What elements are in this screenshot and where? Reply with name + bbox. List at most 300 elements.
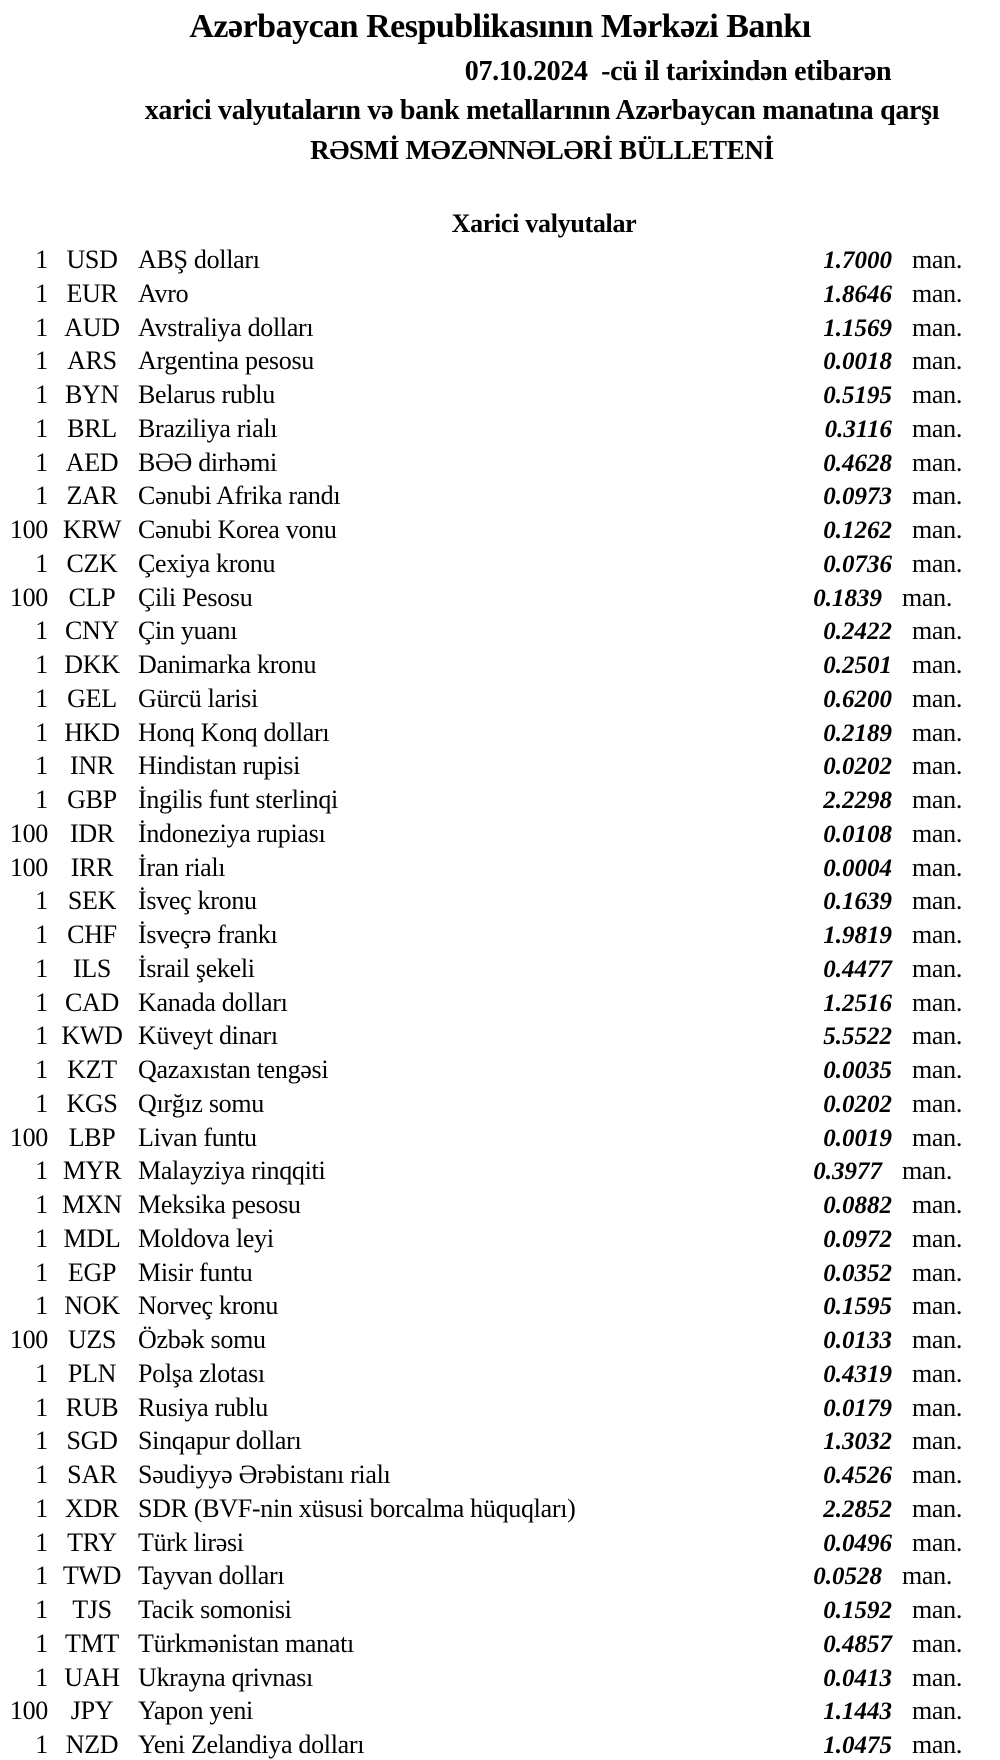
row-rate-value: 1.8646 xyxy=(823,280,892,308)
row-quantity: 1 xyxy=(35,616,48,646)
row-unit-label: man. xyxy=(912,751,963,781)
row-currency-name: Avro xyxy=(138,278,189,308)
row-currency-name: Moldova leyi xyxy=(138,1223,274,1253)
row-rate-value: 0.2501 xyxy=(823,652,892,679)
row-rate-group xyxy=(0,479,892,514)
row-unit-label: man. xyxy=(912,1730,963,1759)
row-rate-group xyxy=(0,547,892,582)
row-currency-code: CHF xyxy=(67,920,117,949)
row-currency-name: Kanada dolları xyxy=(138,987,288,1017)
row-rate-value: 1.0475 xyxy=(823,1732,892,1759)
row-currency-name: Rusiya rublu xyxy=(138,1392,269,1422)
row-rate-value: 0.3977 xyxy=(813,1158,882,1186)
row-currency-code: HKD xyxy=(64,717,120,747)
rate-row xyxy=(0,716,1000,750)
rate-row xyxy=(0,1357,1000,1391)
row-quantity: 1 xyxy=(35,447,48,477)
rate-row xyxy=(0,1661,1000,1695)
row-currency-name: BƏƏ dirhəmi xyxy=(138,447,277,477)
row-currency-name: İngilis funt sterlinqi xyxy=(138,785,338,814)
row-quantity: 100 xyxy=(9,818,48,848)
row-currency-code: SAR xyxy=(67,1460,117,1489)
row-currency-name: Belarus rublu xyxy=(138,380,275,409)
row-unit-label: man. xyxy=(902,1561,953,1591)
row-rate-group xyxy=(0,412,892,447)
row-currency-name: Yapon yeni xyxy=(138,1696,253,1726)
rate-row xyxy=(0,1458,1000,1492)
row-rate-group xyxy=(0,1492,892,1527)
row-rate-value: 0.5195 xyxy=(823,382,892,409)
rate-row xyxy=(0,1391,1000,1425)
row-rate-value: 0.4628 xyxy=(823,449,892,477)
row-currency-name: Braziliya rialı xyxy=(138,413,278,443)
row-unit-label: man. xyxy=(912,987,963,1017)
row-currency-name: Türk lirəsi xyxy=(138,1527,244,1557)
rate-row xyxy=(0,412,1000,446)
exchange-rates-table xyxy=(0,243,1000,1760)
row-rate-value: 0.0202 xyxy=(823,1090,892,1118)
row-rate-value: 0.2189 xyxy=(823,719,892,747)
row-rate-value: 0.0035 xyxy=(823,1057,892,1084)
row-currency-code: RUB xyxy=(65,1392,119,1422)
rate-row xyxy=(0,986,1000,1020)
rate-row xyxy=(0,1694,1000,1728)
row-unit-label: man. xyxy=(912,1426,963,1456)
row-quantity: 1 xyxy=(35,953,48,983)
row-rate-group xyxy=(0,918,892,953)
rate-row xyxy=(0,311,1000,345)
row-unit-label: man. xyxy=(912,886,963,916)
row-currency-name: Hindistan rupisi xyxy=(138,751,301,781)
row-currency-name: İsveç kronu xyxy=(138,886,257,916)
row-currency-code: GEL xyxy=(67,683,117,713)
row-rate-value: 0.1592 xyxy=(823,1597,892,1624)
row-unit-label: man. xyxy=(912,1088,963,1118)
row-currency-code: CLP xyxy=(68,582,116,612)
row-currency-name: Avstraliya dolları xyxy=(138,312,314,342)
row-currency-name: Meksika pesosu xyxy=(138,1190,301,1219)
row-rate-group xyxy=(0,378,892,413)
row-quantity: 1 xyxy=(35,1561,48,1591)
row-currency-code: LBP xyxy=(68,1122,116,1152)
rate-row xyxy=(0,243,1000,277)
row-unit-label: man. xyxy=(912,852,963,882)
row-currency-name: ABŞ dolları xyxy=(138,245,260,274)
row-currency-name: Özbək somu xyxy=(138,1325,266,1354)
row-rate-group xyxy=(0,243,892,278)
row-currency-name: Səudiyyə Ərəbistanı rialı xyxy=(138,1460,391,1489)
row-quantity: 1 xyxy=(35,1055,48,1084)
row-currency-code: ZAR xyxy=(66,481,118,511)
row-quantity: 1 xyxy=(35,380,48,409)
row-currency-code: SGD xyxy=(66,1426,118,1456)
rate-row xyxy=(0,851,1000,885)
row-rate-group xyxy=(0,1289,892,1324)
row-currency-code: UZS xyxy=(67,1325,117,1354)
row-currency-name: Türkmənistan manatı xyxy=(138,1628,354,1658)
row-unit-label: man. xyxy=(912,515,963,544)
row-rate-group xyxy=(0,716,892,751)
rate-row xyxy=(0,1559,1000,1593)
row-unit-label: man. xyxy=(912,413,963,443)
row-currency-code: MXN xyxy=(62,1190,122,1219)
row-rate-group xyxy=(0,581,882,616)
row-quantity: 1 xyxy=(35,1223,48,1253)
row-currency-name: Malayziya rinqqiti xyxy=(138,1156,326,1186)
row-currency-name: Çin yuanı xyxy=(138,616,238,646)
row-rate-group xyxy=(0,1087,892,1122)
row-unit-label: man. xyxy=(912,1595,963,1624)
row-rate-group xyxy=(0,1121,892,1156)
row-rate-value: 0.0108 xyxy=(823,820,892,848)
row-quantity: 1 xyxy=(35,920,48,949)
row-currency-name: Tayvan dolları xyxy=(138,1561,285,1591)
row-quantity: 1 xyxy=(35,1291,48,1321)
row-currency-code: NZD xyxy=(65,1730,119,1759)
row-unit-label: man. xyxy=(912,1055,963,1084)
row-currency-name: Qazaxıstan tengəsi xyxy=(138,1055,329,1084)
row-quantity: 1 xyxy=(35,1358,48,1388)
row-unit-label: man. xyxy=(912,1662,963,1692)
row-unit-label: man. xyxy=(912,1021,963,1051)
row-currency-name: Qırğız somu xyxy=(138,1088,264,1118)
row-currency-name: Tacik somonisi xyxy=(138,1595,292,1624)
row-rate-group xyxy=(0,344,892,379)
row-quantity: 1 xyxy=(35,1730,48,1759)
row-rate-group xyxy=(0,648,892,683)
row-quantity: 1 xyxy=(35,886,48,916)
row-rate-value: 0.0972 xyxy=(823,1225,892,1253)
row-quantity: 1 xyxy=(35,650,48,679)
rate-row xyxy=(0,513,1000,547)
row-unit-label: man. xyxy=(912,683,963,713)
row-currency-name: Çili Pesosu xyxy=(138,582,253,612)
rate-row xyxy=(0,1019,1000,1053)
row-currency-name: Ukrayna qrivnası xyxy=(138,1662,313,1692)
row-rate-value: 0.1839 xyxy=(813,584,882,612)
row-rate-group xyxy=(0,1593,892,1628)
row-rate-group xyxy=(0,749,892,784)
row-unit-label: man. xyxy=(912,818,963,848)
row-currency-name: Yeni Zelandiya dolları xyxy=(138,1730,365,1759)
row-rate-group xyxy=(0,1053,892,1088)
row-currency-name: Argentina pesosu xyxy=(138,346,314,376)
row-quantity: 1 xyxy=(35,278,48,308)
row-quantity: 1 xyxy=(35,1460,48,1489)
row-rate-group xyxy=(0,1559,882,1594)
row-rate-group xyxy=(0,1458,892,1493)
row-currency-name: Cənubi Korea vonu xyxy=(138,515,337,544)
row-rate-group xyxy=(0,1256,892,1291)
row-quantity: 1 xyxy=(35,785,48,814)
row-quantity: 1 xyxy=(35,245,48,274)
row-rate-group xyxy=(0,817,892,852)
row-unit-label: man. xyxy=(912,953,963,983)
row-unit-label: man. xyxy=(912,447,963,477)
row-quantity: 100 xyxy=(9,515,48,544)
row-unit-label: man. xyxy=(912,312,963,342)
rate-row xyxy=(0,277,1000,311)
row-currency-name: İsrail şekeli xyxy=(138,953,255,983)
row-currency-name: Polşa zlotası xyxy=(138,1358,265,1388)
row-unit-label: man. xyxy=(912,1358,963,1388)
row-rate-value: 0.0413 xyxy=(823,1664,892,1692)
row-currency-name: Misir funtu xyxy=(138,1257,253,1287)
row-quantity: 1 xyxy=(35,717,48,747)
rate-row xyxy=(0,1222,1000,1256)
row-rate-value: 2.2852 xyxy=(823,1495,892,1523)
row-quantity: 1 xyxy=(35,987,48,1017)
row-rate-value: 0.3116 xyxy=(824,415,892,443)
row-rate-value: 1.1569 xyxy=(823,314,892,342)
row-unit-label: man. xyxy=(912,1122,963,1152)
row-currency-name: Gürcü larisi xyxy=(138,683,258,713)
rate-row xyxy=(0,1087,1000,1121)
row-unit-label: man. xyxy=(912,1392,963,1422)
row-rate-value: 0.0004 xyxy=(823,854,892,882)
row-rate-value: 0.0973 xyxy=(823,483,892,511)
rate-row xyxy=(0,884,1000,918)
row-rate-group xyxy=(0,986,892,1021)
row-quantity: 1 xyxy=(35,1426,48,1456)
row-rate-value: 5.5522 xyxy=(823,1023,892,1051)
row-rate-value: 1.3032 xyxy=(823,1428,892,1456)
rate-row xyxy=(0,918,1000,952)
row-currency-code: NOK xyxy=(64,1291,120,1321)
row-rate-group xyxy=(0,446,892,481)
row-currency-name: Honq Konq dolları xyxy=(138,717,330,747)
row-unit-label: man. xyxy=(902,582,953,612)
row-rate-value: 1.1443 xyxy=(823,1698,892,1726)
rate-row xyxy=(0,682,1000,716)
row-rate-value: 0.1262 xyxy=(823,517,892,544)
row-currency-code: AED xyxy=(65,447,119,477)
row-rate-group xyxy=(0,1627,892,1662)
rate-row xyxy=(0,1256,1000,1290)
row-rate-value: 0.0179 xyxy=(823,1394,892,1422)
row-currency-code: KWD xyxy=(61,1021,123,1051)
bank-title: Azərbaycan Respublikasının Mərkəzi Bankı xyxy=(189,8,811,45)
row-currency-code: AUD xyxy=(64,312,120,342)
section-title-foreign-currencies: Xarici valyutalar xyxy=(451,209,637,238)
row-currency-code: PLN xyxy=(67,1358,117,1388)
row-rate-group xyxy=(0,952,892,987)
rate-row xyxy=(0,1728,1000,1760)
rate-row xyxy=(0,1424,1000,1458)
row-currency-code: BYN xyxy=(65,380,119,409)
row-currency-code: USD xyxy=(66,245,118,274)
row-quantity: 1 xyxy=(35,1628,48,1658)
row-quantity: 1 xyxy=(35,413,48,443)
row-unit-label: man. xyxy=(912,1190,963,1219)
row-currency-code: DKK xyxy=(64,650,120,679)
row-currency-code: ARS xyxy=(67,346,117,376)
rate-row xyxy=(0,1593,1000,1627)
row-rate-value: 1.7000 xyxy=(823,247,892,274)
row-quantity: 1 xyxy=(35,548,48,578)
row-currency-code: TWD xyxy=(62,1561,122,1591)
row-rate-group xyxy=(0,1728,892,1760)
rate-row xyxy=(0,783,1000,817)
row-rate-group xyxy=(0,682,892,717)
rate-row xyxy=(0,547,1000,581)
row-currency-code: IDR xyxy=(70,818,114,848)
row-rate-value: 0.0133 xyxy=(823,1327,892,1354)
row-unit-label: man. xyxy=(912,346,963,376)
row-currency-code: TJS xyxy=(72,1595,112,1624)
row-rate-value: 0.0882 xyxy=(823,1192,892,1219)
row-currency-code: UAH xyxy=(64,1662,120,1692)
row-rate-group xyxy=(0,884,892,919)
rate-row xyxy=(0,1526,1000,1560)
row-unit-label: man. xyxy=(912,616,963,646)
rate-row xyxy=(0,344,1000,378)
row-unit-label: man. xyxy=(912,278,963,308)
row-currency-code: CZK xyxy=(66,548,118,578)
rate-row xyxy=(0,614,1000,648)
row-rate-value: 0.0018 xyxy=(823,348,892,376)
row-unit-label: man. xyxy=(912,481,963,511)
rate-row xyxy=(0,952,1000,986)
row-rate-value: 0.0202 xyxy=(823,753,892,781)
row-unit-label: man. xyxy=(912,717,963,747)
row-currency-name: Danimarka kronu xyxy=(138,650,317,679)
row-currency-name: Çexiya kronu xyxy=(138,548,276,578)
rate-row xyxy=(0,378,1000,412)
row-currency-code: MYR xyxy=(62,1156,122,1186)
row-currency-code: KZT xyxy=(67,1055,117,1084)
row-rate-group xyxy=(0,513,892,548)
row-quantity: 100 xyxy=(9,1696,48,1726)
row-rate-value: 0.0352 xyxy=(823,1259,892,1287)
row-currency-code: XDR xyxy=(65,1493,119,1523)
row-unit-label: man. xyxy=(912,920,963,949)
row-currency-code: CAD xyxy=(65,987,119,1017)
rate-row xyxy=(0,1053,1000,1087)
row-unit-label: man. xyxy=(912,1291,963,1321)
row-quantity: 1 xyxy=(35,1493,48,1523)
row-currency-code: EUR xyxy=(66,278,118,308)
row-rate-group xyxy=(0,1019,892,1054)
row-currency-code: EGP xyxy=(67,1257,117,1287)
row-currency-name: Livan funtu xyxy=(138,1122,257,1152)
row-rate-group xyxy=(0,1188,892,1223)
row-quantity: 1 xyxy=(35,1662,48,1692)
row-quantity: 1 xyxy=(35,1088,48,1118)
bulletin-title: RƏSMİ MƏZƏNNƏLƏRİ BÜLLETENİ xyxy=(310,135,774,165)
row-rate-value: 2.2298 xyxy=(823,787,892,814)
row-currency-code: SEK xyxy=(67,886,117,916)
rate-row xyxy=(0,817,1000,851)
row-unit-label: man. xyxy=(902,1156,953,1186)
row-rate-group xyxy=(0,311,892,346)
row-currency-code: BRL xyxy=(67,413,117,443)
row-rate-group xyxy=(0,783,892,818)
rate-row xyxy=(0,1492,1000,1526)
row-quantity: 1 xyxy=(35,346,48,376)
row-rate-group xyxy=(0,1391,892,1426)
effective-date-line: 07.10.2024 -cü il tarixindən etibarən xyxy=(464,56,892,87)
row-currency-name: Küveyt dinarı xyxy=(138,1021,278,1051)
row-unit-label: man. xyxy=(912,650,963,679)
row-currency-name: İndoneziya rupiası xyxy=(138,818,326,848)
row-rate-value: 0.4477 xyxy=(823,955,892,983)
row-rate-value: 0.0019 xyxy=(823,1124,892,1152)
row-unit-label: man. xyxy=(912,1628,963,1658)
row-rate-group xyxy=(0,614,892,649)
row-rate-value: 0.1595 xyxy=(823,1293,892,1321)
row-currency-code: GBP xyxy=(67,785,117,814)
row-rate-group xyxy=(0,1323,892,1358)
row-quantity: 1 xyxy=(35,1156,48,1186)
rate-row xyxy=(0,1154,1000,1188)
rate-row xyxy=(0,1188,1000,1222)
row-quantity: 1 xyxy=(35,1392,48,1422)
row-unit-label: man. xyxy=(912,1493,963,1523)
row-rate-value: 1.2516 xyxy=(823,989,892,1017)
row-quantity: 1 xyxy=(35,312,48,342)
row-quantity: 100 xyxy=(9,852,48,882)
row-currency-code: ILS xyxy=(72,953,112,983)
row-rate-value: 0.6200 xyxy=(823,685,892,713)
row-quantity: 1 xyxy=(35,683,48,713)
row-unit-label: man. xyxy=(912,785,963,814)
row-quantity: 100 xyxy=(9,582,48,612)
rate-row xyxy=(0,1289,1000,1323)
row-rate-group xyxy=(0,1694,892,1729)
row-rate-value: 1.9819 xyxy=(823,922,892,949)
rate-row xyxy=(0,1323,1000,1357)
row-rate-value: 0.4526 xyxy=(823,1462,892,1489)
row-currency-name: Cənubi Afrika randı xyxy=(138,481,341,511)
row-rate-group xyxy=(0,1526,892,1561)
row-unit-label: man. xyxy=(912,548,963,578)
row-currency-code: MDL xyxy=(63,1223,121,1253)
row-rate-group xyxy=(0,1222,892,1257)
row-currency-code: INR xyxy=(70,751,114,781)
row-currency-code: IRR xyxy=(70,852,114,882)
row-currency-name: İsveçrə frankı xyxy=(138,920,278,949)
row-rate-group xyxy=(0,1154,882,1189)
row-currency-code: TMT xyxy=(65,1628,119,1658)
row-rate-group xyxy=(0,1424,892,1459)
row-unit-label: man. xyxy=(912,1223,963,1253)
row-unit-label: man. xyxy=(912,1460,963,1489)
row-quantity: 1 xyxy=(35,1021,48,1051)
rate-row xyxy=(0,1121,1000,1155)
row-currency-name: SDR (BVF-nin xüsusi borcalma hüquqları) xyxy=(138,1493,576,1523)
row-currency-name: Norveç kronu xyxy=(138,1291,279,1321)
rate-row xyxy=(0,446,1000,480)
row-rate-group xyxy=(0,277,892,312)
row-rate-value: 0.0528 xyxy=(813,1563,882,1591)
row-rate-value: 0.2422 xyxy=(823,618,892,646)
row-quantity: 100 xyxy=(9,1122,48,1152)
row-quantity: 100 xyxy=(9,1325,48,1354)
row-unit-label: man. xyxy=(912,1527,963,1557)
row-quantity: 1 xyxy=(35,751,48,781)
row-rate-group xyxy=(0,851,892,886)
row-currency-code: KRW xyxy=(62,515,122,544)
row-quantity: 1 xyxy=(35,1257,48,1287)
rate-row xyxy=(0,749,1000,783)
row-unit-label: man. xyxy=(912,245,963,274)
rate-row xyxy=(0,479,1000,513)
bulletin-subtitle: xarici valyutaların və bank metallarının Azərbaycan manatına qarşı xyxy=(144,95,940,126)
row-unit-label: man. xyxy=(912,1257,963,1287)
row-currency-name: İran rialı xyxy=(138,852,226,882)
rate-row xyxy=(0,1627,1000,1661)
